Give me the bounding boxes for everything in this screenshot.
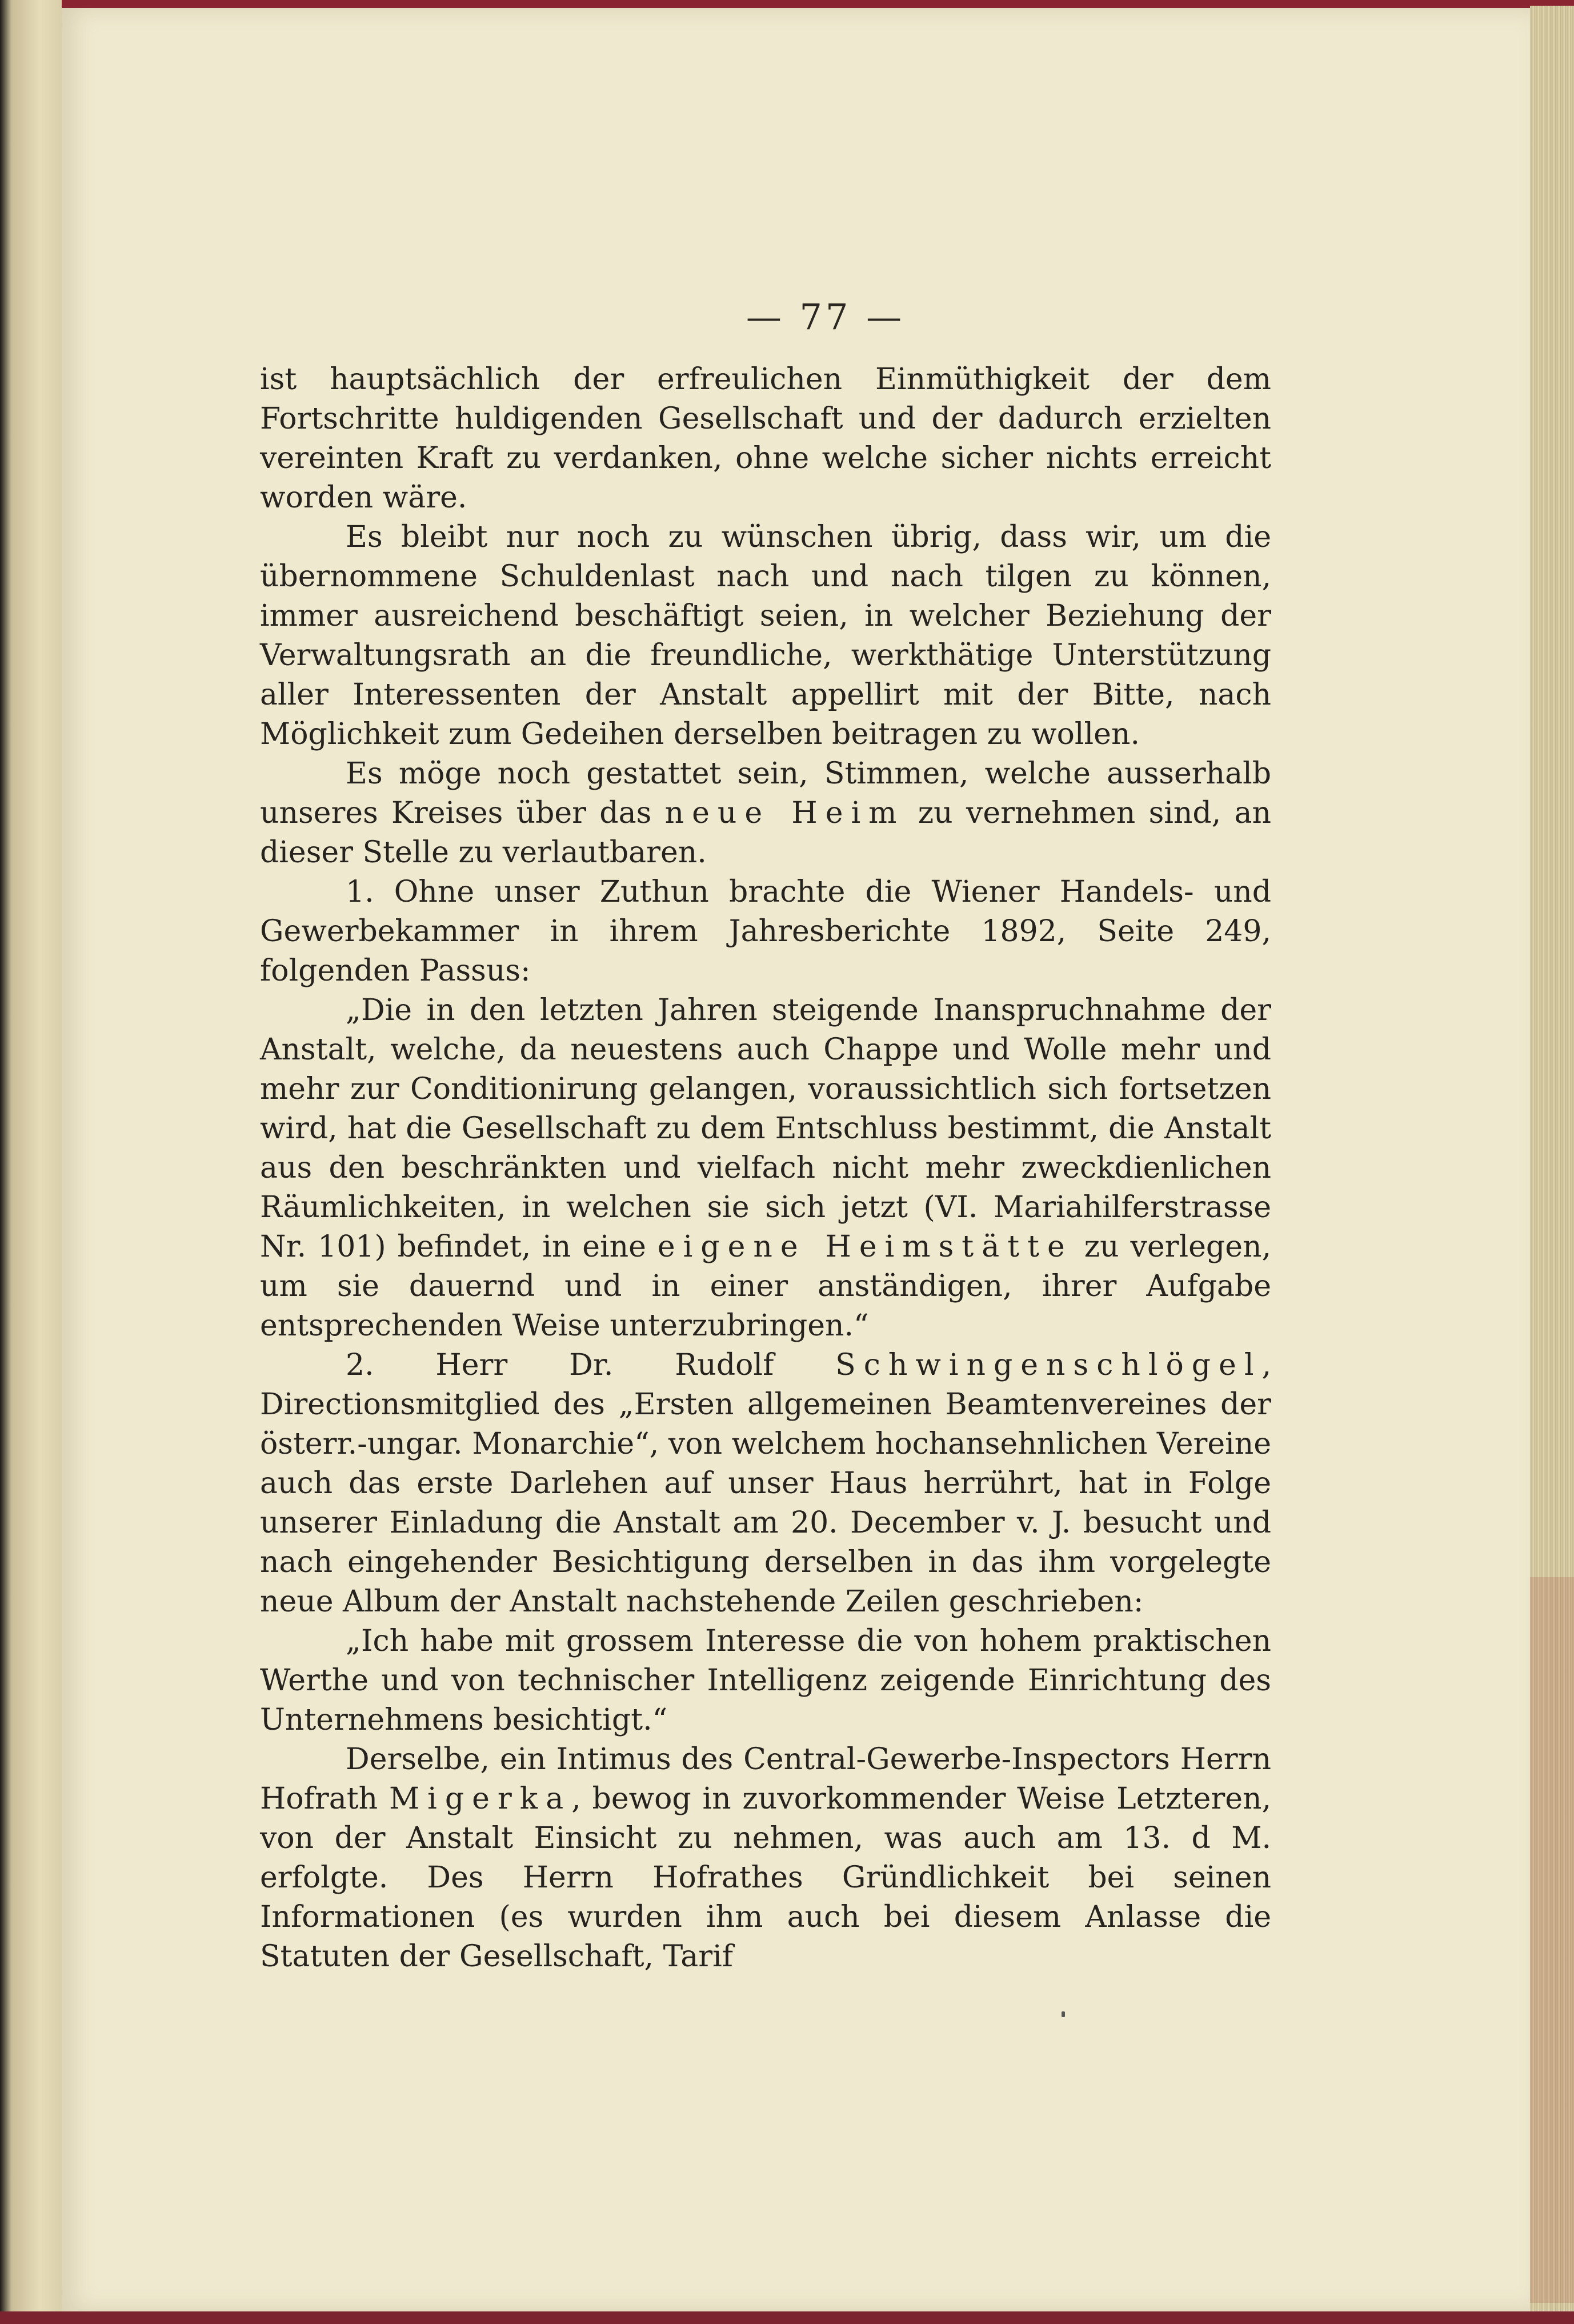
paragraph-7-quote: „Ich habe mit grossem Interesse die von hohem praktischen Werthe und von technischer Intelligenz zeigende Einrichtung des Unternehmens besichtigt.“ <box>260 1624 1271 1737</box>
paragraph-6: 2. Herr Dr. Rudolf Schwingenschlögel, Directionsmitglied des „Ersten allgemeinen Beamtenvereines der österr.-ungar. Monarchie“, von welchem hochansehnlichen Vereine auch das erste Darlehen auf unser Haus herrührt, hat in Folge unserer Einladung die Anstalt am 20. December v. J. besucht und nach eingehender Besichtigung derselben in das ihm vorgelegte neue Album der Anstalt nachstehende Zeilen geschrieben: <box>260 1348 1271 1619</box>
paragraph-3: Es möge noch gestattet sein, Stimmen, welche ausserhalb unseres Kreises über das neue Heim zu vernehmen sind, an dieser Stelle zu verlautbaren. <box>260 757 1272 870</box>
spaced-emphasis: neue Heim <box>664 796 905 830</box>
paragraph-4: 1. Ohne unser Zuthun brachte die Wiener Handels- und Gewerbekammer in ihrem Jahresberichte 1892, Seite 249, folgenden Passus: <box>260 875 1271 988</box>
spaced-emphasis: eigene Heimstätte <box>657 1230 1073 1264</box>
paragraph-5-quote: „Die in den letzten Jahren steigende Inanspruchnahme der Anstalt, welche, da neuestens auch Chappe und Wolle mehr und mehr zur Conditionirung gelangen, voraussichtlich sich fortsetzen wird, hat die Gesellschaft zu dem Entschluss bestimmt, die Anstalt aus den beschränkten und vielfach nicht mehr zweckdienlichen Räumlichkeiten, in welchen sie sich jetzt (VI. Mariahilferstrasse Nr. 101) befindet, in eine eigene Heimstätte zu verlegen, um sie dauernd und in einer anständigen, ihrer Aufgabe entsprechenden Weise unterzubringen.“ <box>260 993 1272 1343</box>
book-binding <box>0 0 62 2324</box>
page-speck <box>1062 2011 1065 2017</box>
book-top-edge <box>0 0 1574 8</box>
spaced-emphasis: Schwingenschlögel <box>835 1348 1262 1382</box>
book-bottom-edge <box>0 2311 1574 2324</box>
paragraph-2: Es bleibt nur noch zu wünschen übrig, dass wir, um die übernommene Schuldenlast nach und nach tilgen zu können, immer ausreichend beschäftigt seien, in welcher Beziehung der Verwaltungsrath an die freundliche, werkthätige Unterstützung aller Interessenten der Anstalt appellirt mit der Bitte, nach Möglichkeit zum Gedeihen derselben beitragen zu wollen. <box>260 520 1271 751</box>
page-edge-stain <box>1530 1577 1574 2303</box>
page-number: — 77 — <box>746 296 906 338</box>
page-stack-edge <box>1530 6 1574 2311</box>
paragraph-1: ist hauptsächlich der erfreulichen Einmüthigkeit der dem Fortschritte huldigenden Gesellschaft und der dadurch erzielten vereinten Kraft zu verdanken, ohne welche sicher nichts erreicht worden wäre. <box>260 362 1271 515</box>
spaced-emphasis: Migerka <box>389 1782 572 1816</box>
paragraph-8: Derselbe, ein Intimus des Central-Gewerbe-Inspectors Herrn Hofrath Migerka, bewog in zuvorkommender Weise Letzteren, von der Anstalt Einsicht zu nehmen, was auch am 13. d M. erfolgte. Des Herrn Hofrathes Gründlichkeit bei seinen Informationen (es wurden ihm auch bei diesem Anlasse die Statuten der Gesellschaft, Tarif <box>260 1742 1271 1974</box>
body-text <box>260 360 1271 1977</box>
